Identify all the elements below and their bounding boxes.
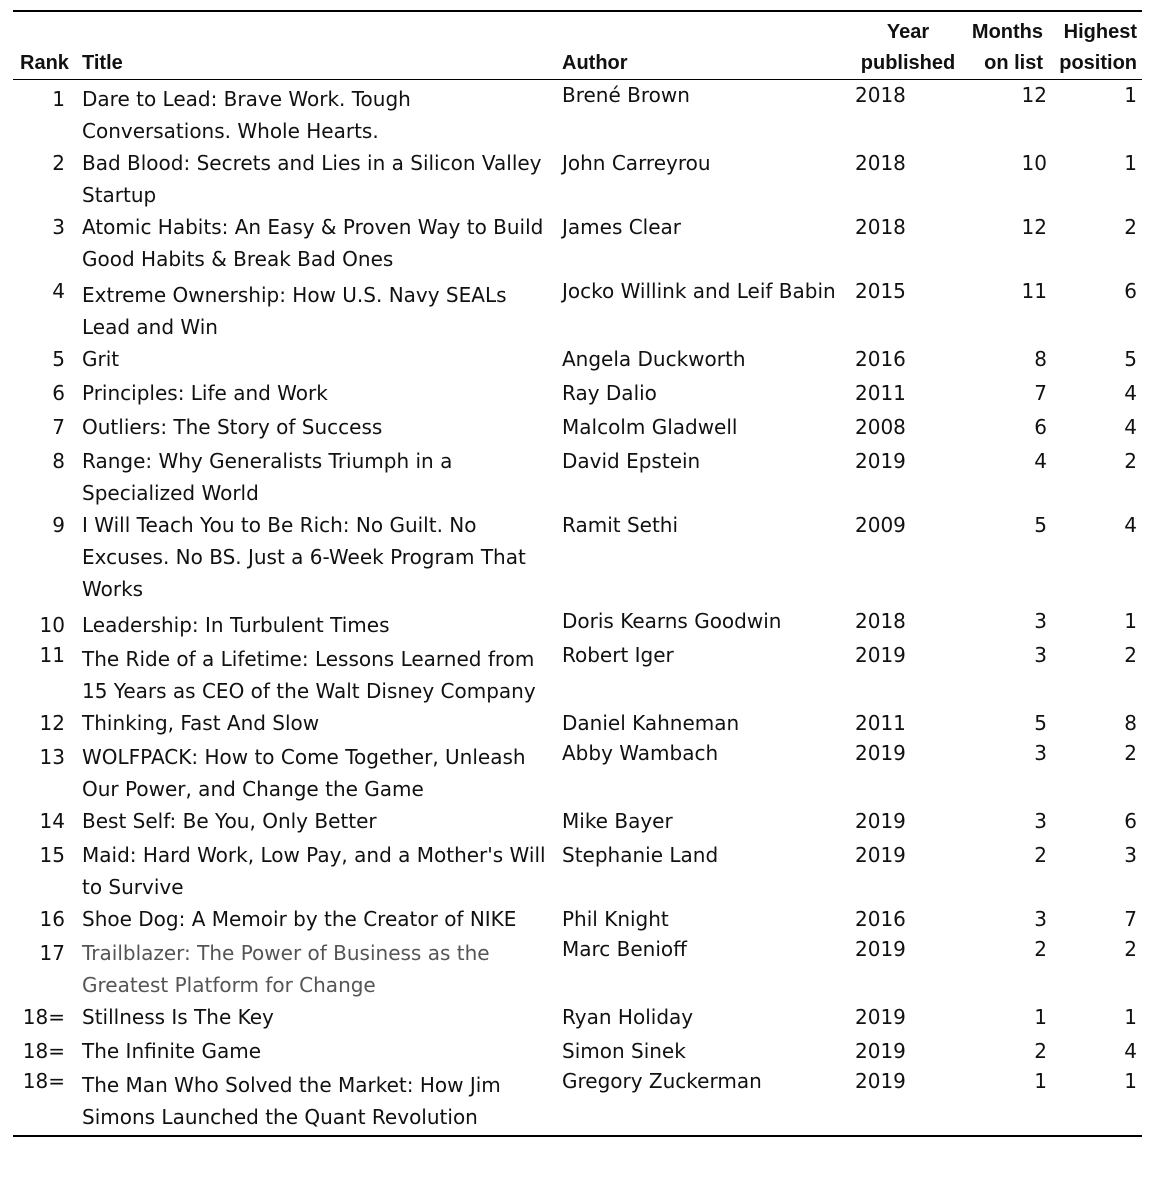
- cell-year: 2018: [855, 83, 906, 107]
- table-row: [13, 643, 1142, 707]
- table-row: [13, 1069, 1142, 1133]
- cell-months: 2: [1034, 1039, 1047, 1063]
- cell-title: Extreme Ownership: How U.S. Navy SEALs Lead and Win: [82, 283, 507, 339]
- cell-year: 2008: [855, 415, 906, 439]
- cell-author: Doris Kearns Goodwin: [562, 609, 782, 633]
- header-highest-line2: position: [1059, 52, 1137, 74]
- cell-title: Principles: Life and Work: [82, 381, 328, 405]
- header-highest-position: [1059, 17, 1137, 79]
- cell-rank: 3: [52, 215, 65, 239]
- cell-months: 1: [1034, 1005, 1047, 1029]
- cell-year: 2018: [855, 151, 906, 175]
- cell-rank: 6: [52, 381, 65, 405]
- cell-year: 2011: [855, 711, 906, 735]
- cell-months: 3: [1034, 643, 1047, 667]
- header-author: Author: [562, 52, 628, 74]
- cell-months: 12: [1021, 83, 1047, 107]
- table-row: [13, 937, 1142, 1001]
- cell-months: 3: [1034, 741, 1047, 765]
- cell-year: 2019: [855, 449, 906, 473]
- cell-author: David Epstein: [562, 449, 701, 473]
- cell-author: Ramit Sethi: [562, 513, 679, 537]
- header-months-on-list: [972, 17, 1043, 79]
- table-row: [13, 83, 1142, 147]
- table-row: [13, 903, 1142, 937]
- cell-author: Jocko Willink and Leif Babin: [562, 279, 836, 303]
- cell-rank: 16: [39, 907, 65, 931]
- cell-rank: 18=: [22, 1069, 65, 1093]
- cell-highest: 8: [1124, 711, 1137, 735]
- cell-highest: 4: [1124, 1039, 1137, 1063]
- cell-rank: 2: [52, 151, 65, 175]
- cell-title: WOLFPACK: How to Come Together, Unleash Our Power, and Change the Game: [82, 745, 526, 801]
- header-highest-line1: Highest: [1063, 21, 1137, 43]
- cell-year: 2019: [855, 809, 906, 833]
- cell-rank: 17: [39, 941, 65, 965]
- cell-author: Malcolm Gladwell: [562, 415, 738, 439]
- cell-months: 5: [1034, 711, 1047, 735]
- table-row: [13, 377, 1142, 411]
- cell-rank: 10: [39, 613, 65, 637]
- cell-title: Atomic Habits: An Easy & Proven Way to Build Good Habits & Break Bad Ones: [82, 215, 544, 271]
- cell-year: 2016: [855, 907, 906, 931]
- table-row: [13, 509, 1142, 605]
- cell-months: 3: [1034, 609, 1047, 633]
- cell-year: 2018: [855, 215, 906, 239]
- cell-months: 3: [1034, 907, 1047, 931]
- cell-title: Leadership: In Turbulent Times: [82, 613, 390, 637]
- cell-author: Robert Iger: [562, 643, 674, 667]
- cell-months: 11: [1021, 279, 1047, 303]
- cell-author: Simon Sinek: [562, 1039, 686, 1063]
- cell-highest: 2: [1124, 741, 1137, 765]
- cell-highest: 4: [1124, 381, 1137, 405]
- cell-title: Shoe Dog: A Memoir by the Creator of NIKE: [82, 907, 517, 931]
- cell-rank: 11: [39, 643, 65, 667]
- cell-months: 12: [1021, 215, 1047, 239]
- cell-rank: 15: [39, 843, 65, 867]
- cell-title: Stillness Is The Key: [82, 1005, 274, 1029]
- cell-highest: 2: [1124, 937, 1137, 961]
- cell-author: Gregory Zuckerman: [562, 1069, 762, 1093]
- cell-author: Stephanie Land: [562, 843, 719, 867]
- cell-author: Phil Knight: [562, 907, 669, 931]
- table-row: [13, 741, 1142, 805]
- cell-rank: 5: [52, 347, 65, 371]
- cell-title: Maid: Hard Work, Low Pay, and a Mother's Will to Survive: [82, 843, 546, 899]
- cell-title: Dare to Lead: Brave Work. Tough Conversations. Whole Hearts.: [82, 87, 411, 143]
- table-body: [13, 80, 1142, 1133]
- cell-rank: 14: [39, 809, 65, 833]
- cell-author: Brené Brown: [562, 83, 690, 107]
- cell-months: 10: [1021, 151, 1047, 175]
- cell-year: 2015: [855, 279, 906, 303]
- table-bottom-rule: [13, 1135, 1142, 1137]
- cell-months: 8: [1034, 347, 1047, 371]
- cell-year: 2011: [855, 381, 906, 405]
- cell-year: 2018: [855, 609, 906, 633]
- table-row: [13, 279, 1142, 343]
- cell-year: 2009: [855, 513, 906, 537]
- cell-highest: 1: [1124, 609, 1137, 633]
- cell-author: Angela Duckworth: [562, 347, 746, 371]
- cell-title: Outliers: The Story of Success: [82, 415, 383, 439]
- cell-rank: 9: [52, 513, 65, 537]
- header-year-published: [860, 17, 956, 79]
- header-title: Title: [82, 52, 123, 74]
- cell-author: Abby Wambach: [562, 741, 719, 765]
- header-months-line1: Months: [971, 21, 1043, 43]
- cell-highest: 2: [1124, 643, 1137, 667]
- cell-highest: 1: [1124, 1069, 1137, 1093]
- cell-rank: 13: [39, 745, 65, 769]
- cell-rank: 18=: [22, 1039, 65, 1063]
- cell-months: 2: [1034, 843, 1047, 867]
- header-rank: Rank: [20, 52, 69, 74]
- cell-author: Daniel Kahneman: [562, 711, 740, 735]
- cell-year: 2019: [855, 843, 906, 867]
- cell-highest: 2: [1124, 215, 1137, 239]
- cell-highest: 1: [1124, 1005, 1137, 1029]
- cell-highest: 3: [1124, 843, 1137, 867]
- table-row: [13, 147, 1142, 211]
- cell-year: 2019: [855, 1069, 906, 1093]
- cell-year: 2019: [855, 643, 906, 667]
- cell-title: The Infinite Game: [82, 1039, 262, 1063]
- cell-year: 2016: [855, 347, 906, 371]
- cell-months: 7: [1034, 381, 1047, 405]
- cell-rank: 4: [52, 279, 65, 303]
- table-row: [13, 1035, 1142, 1069]
- cell-months: 3: [1034, 809, 1047, 833]
- table-row: [13, 805, 1142, 839]
- cell-author: Marc Benioff: [562, 937, 687, 961]
- table-header: [13, 12, 1142, 79]
- cell-highest: 1: [1124, 151, 1137, 175]
- cell-rank: 7: [52, 415, 65, 439]
- cell-highest: 1: [1124, 83, 1137, 107]
- cell-months: 1: [1034, 1069, 1047, 1093]
- cell-author: Ray Dalio: [562, 381, 657, 405]
- cell-highest: 2: [1124, 449, 1137, 473]
- cell-year: 2019: [855, 741, 906, 765]
- header-year-line1: Year: [886, 21, 930, 43]
- cell-highest: 7: [1124, 907, 1137, 931]
- cell-rank: 1: [52, 87, 65, 111]
- cell-year: 2019: [855, 1005, 906, 1029]
- cell-title: Bad Blood: Secrets and Lies in a Silicon Valley Startup: [82, 151, 542, 207]
- cell-author: James Clear: [562, 215, 682, 239]
- table-row: [13, 411, 1142, 445]
- cell-author: John Carreyrou: [562, 151, 711, 175]
- table-row: [13, 839, 1142, 903]
- cell-title: Thinking, Fast And Slow: [82, 711, 320, 735]
- cell-highest: 6: [1124, 809, 1137, 833]
- cell-months: 6: [1034, 415, 1047, 439]
- cell-months: 5: [1034, 513, 1047, 537]
- cell-title: Grit: [82, 347, 120, 371]
- table-row: [13, 445, 1142, 509]
- cell-year: 2019: [855, 1039, 906, 1063]
- cell-title: The Ride of a Lifetime: Lessons Learned from 15 Years as CEO of the Walt Disney Company: [82, 647, 536, 703]
- cell-highest: 5: [1124, 347, 1137, 371]
- cell-rank: 18=: [22, 1005, 65, 1029]
- cell-highest: 6: [1124, 279, 1137, 303]
- cell-months: 2: [1034, 937, 1047, 961]
- cell-highest: 4: [1124, 513, 1137, 537]
- header-months-line2: on list: [984, 52, 1043, 74]
- cell-title: Best Self: Be You, Only Better: [82, 809, 377, 833]
- table-row: [13, 343, 1142, 377]
- cell-year: 2019: [855, 937, 906, 961]
- cell-title: Trailblazer: The Power of Business as the Greatest Platform for Change: [82, 941, 490, 997]
- cell-rank: 12: [39, 711, 65, 735]
- bestseller-table: [13, 10, 1142, 1137]
- table-row: [13, 211, 1142, 275]
- cell-author: Mike Bayer: [562, 809, 673, 833]
- cell-title: The Man Who Solved the Market: How Jim Simons Launched the Quant Revolution: [82, 1073, 501, 1129]
- table-row: [13, 707, 1142, 741]
- cell-title: I Will Teach You to Be Rich: No Guilt. No Excuses. No BS. Just a 6-Week Program That Works: [82, 513, 526, 601]
- table-row: [13, 609, 1142, 643]
- cell-author: Ryan Holiday: [562, 1005, 694, 1029]
- cell-title: Range: Why Generalists Triumph in a Specialized World: [82, 449, 453, 505]
- cell-highest: 4: [1124, 415, 1137, 439]
- table-row: [13, 1001, 1142, 1035]
- header-year-line2: published: [860, 52, 956, 74]
- cell-rank: 8: [52, 449, 65, 473]
- cell-months: 4: [1034, 449, 1047, 473]
